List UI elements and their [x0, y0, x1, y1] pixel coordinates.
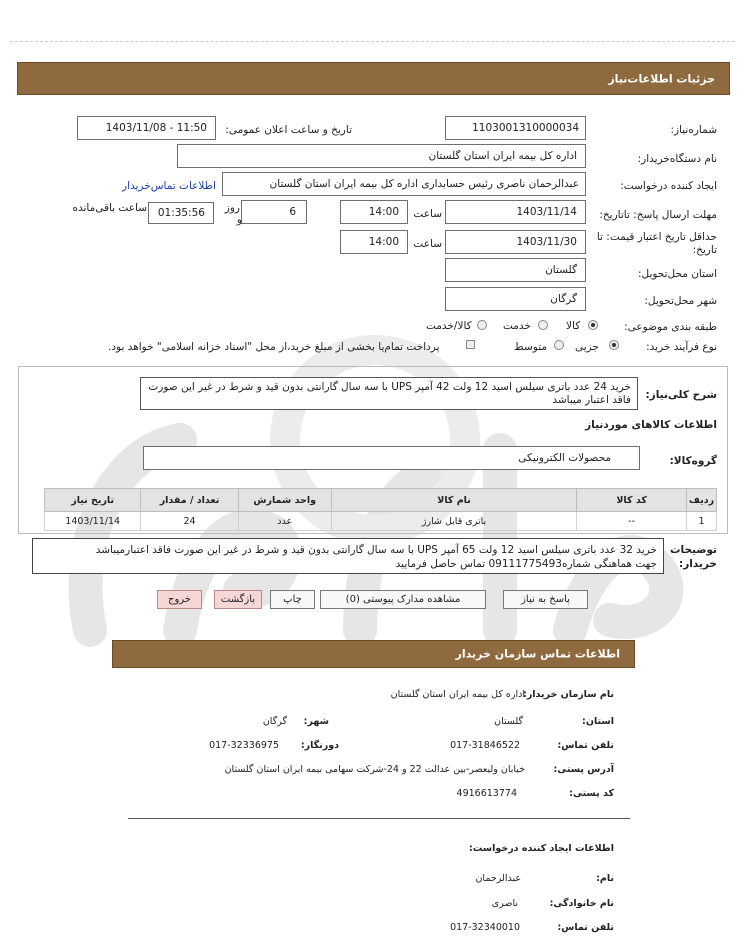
contact-panel-header [112, 640, 635, 668]
purchase-minor-radio[interactable] [609, 340, 619, 350]
city-field [445, 287, 586, 311]
creator-last-name-label: نام خانوادگی: [549, 898, 614, 909]
goods-info-label: اطلاعات کالاهای موردنیاز [585, 419, 717, 431]
category-goods-radio[interactable] [588, 320, 598, 330]
col-header-code: کد کالا [577, 489, 687, 512]
announce-date-label: تاریخ و ساعت اعلان عمومی: [225, 124, 352, 136]
col-header-row: ردیف [686, 489, 716, 512]
buyer-notes-line1: خرید 32 عدد باتری سیلس اسید 12 ولت 65 آمپر UPS با سه سال گارانتی بدون قید و شرط در غیر این صورت فاقد اعتبارمیباشد [95, 544, 657, 556]
validity-time-value: 14:00 [368, 236, 399, 248]
goods-group-label: گروه‌کالا: [669, 455, 717, 467]
purchase-medium-radio[interactable] [554, 340, 564, 350]
reply-button[interactable]: پاسخ به نیاز [503, 590, 588, 609]
contact-org-value: اداره کل بیمه ایران استان گلستان [390, 689, 525, 700]
creator-info-title: اطلاعات ایجاد کننده درخواست: [468, 843, 614, 854]
cell-row: 1 [686, 512, 716, 531]
top-divider [10, 41, 735, 42]
need-number-value: 1103001310000034 [472, 122, 579, 134]
contact-org-label: نام سازمان خریدار: [523, 689, 614, 700]
reply-date-value: 1403/11/14 [516, 206, 577, 218]
cell-qty: 24 [141, 512, 238, 531]
need-number-label: شماره‌نیاز: [670, 124, 717, 136]
announce-date-value: 1403/11/08 - 11:50 [105, 122, 207, 134]
category-service-radio[interactable] [538, 320, 548, 330]
print-button[interactable]: چاپ [270, 590, 315, 609]
buyer-notes-line2: جهت هماهنگی شماره09111775493 تماس حاصل فرمایید [395, 558, 657, 570]
creator-phone-value: 017-32340010 [450, 922, 520, 933]
goods-table [44, 488, 717, 531]
goods-table-header [45, 489, 717, 512]
reply-time-field [340, 200, 408, 224]
min-validity-label: حداقل تاریخ اعتبار قیمت: تا تاریخ: [596, 231, 717, 256]
buyer-org-label: نام دستگاه‌خریدار: [637, 153, 717, 165]
col-header-date: تاریخ نیاز [45, 489, 141, 512]
city-value: گرگان [550, 293, 577, 305]
treasury-payment-note: پرداخت تمام‌یا بخشی از مبلغ خرید،از محل "اسناد خزانه اسلامی" خواهد بود. [108, 341, 440, 353]
city-label: شهر محل‌تحویل: [644, 295, 717, 307]
contact-address-value: خیابان ولیعصر-بین عدالت 22 و 24-شرکت سهامی بیمه ایران استان گلستان [224, 764, 525, 775]
province-label: استان محل‌تحویل: [637, 268, 717, 280]
and-label: و [236, 214, 242, 226]
validity-time-label: ساعت [413, 238, 442, 250]
contact-postal-value: 4916613774 [456, 788, 517, 799]
contact-phone-label: تلفن تماس: [557, 740, 614, 751]
creator-first-name-label: نام: [596, 873, 614, 884]
remaining-label: ساعت باقی‌مانده [72, 202, 147, 214]
cell-name: باتری قابل شارژ [331, 512, 576, 531]
col-header-unit: واحد شمارش [238, 489, 331, 512]
goods-group-field [143, 446, 640, 470]
creator-last-name-value: ناصری [491, 898, 518, 909]
days-field [241, 200, 307, 224]
reply-time-label: ساعت [413, 208, 442, 220]
announce-date-field [77, 116, 216, 140]
col-header-qty: تعداد / مقدار [141, 489, 238, 512]
reply-time-value: 14:00 [368, 206, 399, 218]
category-goods-label: کالا [566, 320, 581, 332]
validity-time-field [340, 230, 408, 254]
contact-city-label: شهر: [303, 716, 329, 727]
buyer-notes-box [32, 538, 664, 574]
province-field [445, 258, 586, 282]
summary-text-box [140, 377, 638, 410]
contact-phone-value: 017-31846522 [450, 740, 520, 751]
goods-group-value: محصولات الکترونیکی [518, 452, 611, 464]
contact-postal-label: کد پستی: [569, 788, 614, 799]
buyer-org-value: اداره کل بیمه ایران استان گلستان [428, 150, 577, 162]
days-value: 6 [289, 206, 296, 218]
contact-province-label: استان: [582, 716, 614, 727]
contact-panel-title: اطلاعات تماس سازمان خریدار [455, 647, 620, 661]
summary-label: شرح کلی‌نیاز: [645, 389, 717, 401]
province-value: گلستان [545, 264, 577, 276]
contact-address-label: آدرس پستی: [553, 764, 614, 775]
creator-label: ایجاد کننده درخواست: [620, 180, 717, 192]
contact-fax-value: 017-32336975 [209, 740, 279, 751]
buyer-org-field [177, 144, 586, 168]
attachments-button[interactable]: مشاهده مدارک پیوستی (0) [320, 590, 486, 609]
creator-first-name-value: عبدالرحمان [475, 873, 521, 884]
remaining-time-value: 01:35:56 [157, 207, 205, 219]
contact-fax-label: دورنگار: [300, 740, 339, 751]
category-both-radio[interactable] [477, 320, 487, 330]
cell-unit: عدد [238, 512, 331, 531]
back-button[interactable]: بازگشت [214, 590, 262, 609]
col-header-name: نام کالا [331, 489, 576, 512]
category-label: طبقه بندی موضوعی: [624, 321, 717, 333]
validity-date-value: 1403/11/30 [516, 236, 577, 248]
reply-deadline-label: مهلت ارسال پاسخ: تاتاریخ: [599, 209, 717, 221]
creator-value: عبدالرحمان ناصری رئیس حسابداری اداره کل بیمه ایران استان گلستان [269, 178, 579, 190]
exit-button[interactable]: خروج [157, 590, 202, 609]
validity-date-field [445, 230, 586, 254]
buyer-contact-link[interactable]: اطلاعات تماس‌خریدار [122, 180, 216, 192]
reply-date-field [445, 200, 586, 224]
contact-city-value: گرگان [262, 716, 287, 727]
summary-text: خرید 24 عدد باتری سیلس اسید 12 ولت 42 آمپر UPS با سه سال گارانتی بدون قید و شرط در غیر این صورت فاقد اعتبار میباشد [148, 381, 631, 406]
category-service-label: خدمت [503, 320, 531, 332]
details-panel-title: جزئیات اطلاعات‌نیاز [608, 72, 715, 85]
cell-code: -- [577, 512, 687, 531]
need-number-field [445, 116, 586, 140]
table-row [45, 512, 717, 531]
remaining-time-field [148, 202, 214, 224]
contact-divider [128, 818, 630, 819]
purchase-type-label: نوع فرآیند خرید: [646, 341, 717, 353]
creator-field [222, 172, 586, 196]
details-panel-header [17, 62, 730, 95]
purchase-medium-label: متوسط [514, 341, 547, 353]
contact-province-value: گلستان [494, 716, 523, 727]
cell-date: 1403/11/14 [45, 512, 141, 531]
treasury-payment-checkbox[interactable] [466, 340, 475, 349]
buyer-notes-label: توضیحات خریدار: [669, 544, 717, 570]
category-both-label: کالا/خدمت [426, 320, 472, 332]
creator-phone-label: تلفن تماس: [557, 922, 614, 933]
days-label: روز [224, 202, 240, 214]
purchase-minor-label: جزیی [575, 341, 599, 353]
